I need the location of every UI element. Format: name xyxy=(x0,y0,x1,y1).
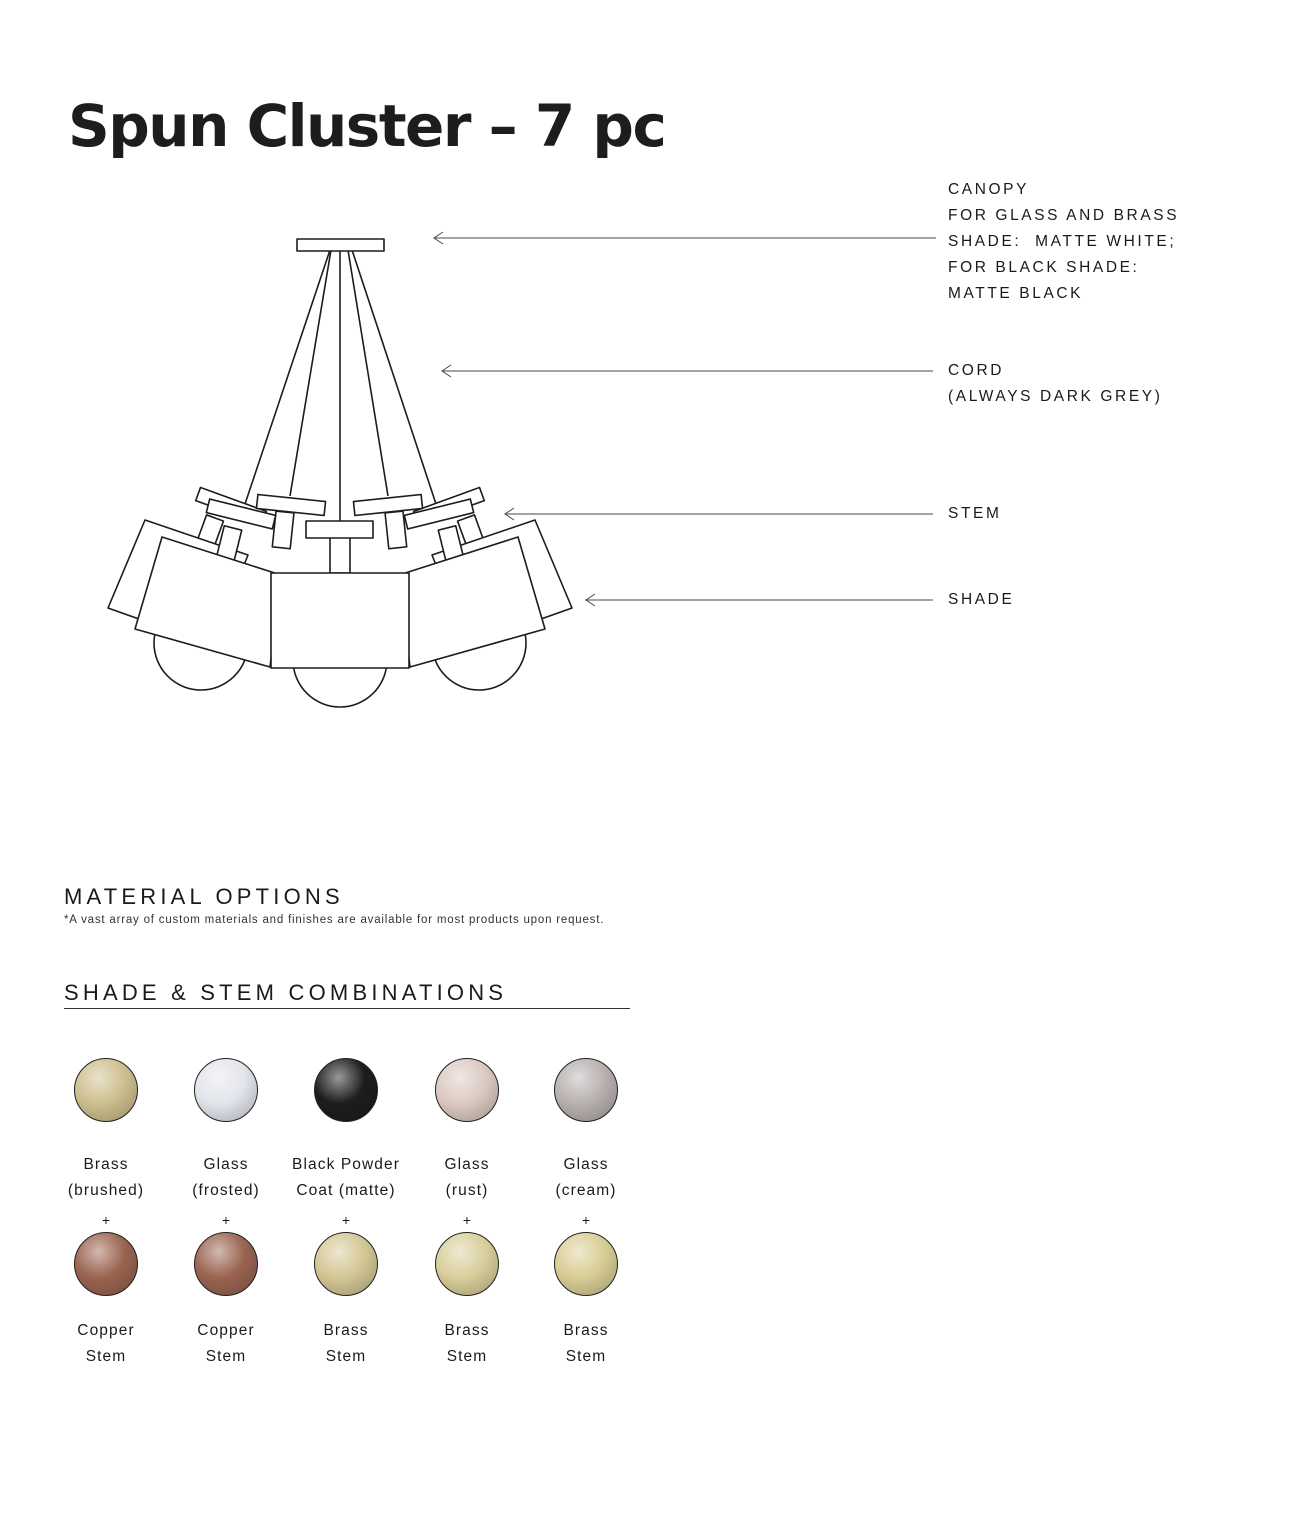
callout-line: SHADE: MATTE WHITE; xyxy=(948,233,1177,250)
combination-item xyxy=(407,1058,527,1370)
leader-cord xyxy=(442,365,933,377)
callout-stem xyxy=(948,501,1001,527)
callout-shade xyxy=(948,587,1014,613)
stem-caption-line: Brass xyxy=(444,1322,490,1339)
leader-shade xyxy=(586,594,933,606)
canopy-plate xyxy=(297,239,384,251)
shade-caption xyxy=(526,1152,646,1204)
shade-caption xyxy=(46,1152,166,1204)
shade-caption-line: Glass xyxy=(203,1156,249,1173)
shade-swatch xyxy=(74,1058,138,1122)
stem-caption-line: Stem xyxy=(205,1348,247,1365)
shade-caption-line: Brass xyxy=(83,1156,129,1173)
combinations-grid xyxy=(46,1058,646,1388)
callout-line: CANOPY xyxy=(948,181,1030,198)
combination-item xyxy=(46,1058,166,1370)
stem-caption-line: Brass xyxy=(563,1322,609,1339)
shade-caption-line: Glass xyxy=(444,1156,490,1173)
leader-stem xyxy=(505,508,933,520)
stem-caption xyxy=(526,1318,646,1370)
shade-caption-line: Black Powder xyxy=(292,1156,400,1173)
callout-line: MATTE BLACK xyxy=(948,285,1084,302)
stem-caption xyxy=(286,1318,406,1370)
shade-caption-line: Coat (matte) xyxy=(296,1182,396,1199)
stem-caption-line: Copper xyxy=(77,1322,135,1339)
combinations-divider xyxy=(64,1008,630,1009)
combination-item xyxy=(286,1058,406,1370)
callout-line: CORD xyxy=(948,362,1005,379)
stem-caption xyxy=(166,1318,286,1370)
plus-sign: + xyxy=(221,1212,231,1228)
shade-swatch xyxy=(194,1058,258,1122)
combination-item xyxy=(526,1058,646,1370)
material-options-heading: MATERIAL OPTIONS xyxy=(64,884,344,909)
stem-caption-line: Stem xyxy=(85,1348,127,1365)
callout-cord xyxy=(948,358,1162,410)
shade-caption-line: (cream) xyxy=(555,1182,617,1199)
stem-swatch xyxy=(554,1232,618,1296)
shade-swatch xyxy=(554,1058,618,1122)
plus-sign: + xyxy=(581,1212,591,1228)
leader-canopy xyxy=(434,232,936,244)
combinations-heading: SHADE & STEM COMBINATIONS xyxy=(64,980,508,1005)
stem-caption xyxy=(46,1318,166,1370)
shade-caption-line: (rust) xyxy=(445,1182,489,1199)
material-options-note: *A vast array of custom materials and finishes are available for most products upon request. xyxy=(64,914,605,926)
stem-caption-line: Stem xyxy=(325,1348,367,1365)
stem-caption-line: Copper xyxy=(197,1322,255,1339)
stem-swatch xyxy=(314,1232,378,1296)
callout-line: (ALWAYS DARK GREY) xyxy=(948,388,1163,405)
callout-line: SHADE xyxy=(948,591,1015,608)
stem-caption xyxy=(407,1318,527,1370)
stem-swatch xyxy=(74,1232,138,1296)
stem-cap-center xyxy=(306,521,373,538)
shade-caption xyxy=(286,1152,406,1204)
combination-item xyxy=(166,1058,286,1370)
stem-caption-line: Brass xyxy=(323,1322,369,1339)
shade-center xyxy=(271,573,409,668)
shade-swatch xyxy=(314,1058,378,1122)
stem-center xyxy=(330,537,350,573)
stem-caption-line: Stem xyxy=(565,1348,607,1365)
shade-caption-line: (brushed) xyxy=(67,1182,145,1199)
plus-sign: + xyxy=(101,1212,111,1228)
callout-line: FOR GLASS AND BRASS xyxy=(948,207,1180,224)
cords xyxy=(245,250,436,522)
shade-caption-line: Glass xyxy=(563,1156,609,1173)
plus-sign: + xyxy=(341,1212,351,1228)
stem-caption-line: Stem xyxy=(446,1348,488,1365)
plus-sign: + xyxy=(462,1212,472,1228)
callout-line: STEM xyxy=(948,505,1002,522)
shade-caption xyxy=(166,1152,286,1204)
shade-caption xyxy=(407,1152,527,1204)
callout-canopy xyxy=(948,177,1179,307)
stem-swatch xyxy=(194,1232,258,1296)
callout-line: FOR BLACK SHADE: xyxy=(948,259,1140,276)
shade-swatch xyxy=(435,1058,499,1122)
shade-caption-line: (frosted) xyxy=(192,1182,260,1199)
page-title: Spun Cluster – 7 pc xyxy=(68,92,666,160)
stem-swatch xyxy=(435,1232,499,1296)
